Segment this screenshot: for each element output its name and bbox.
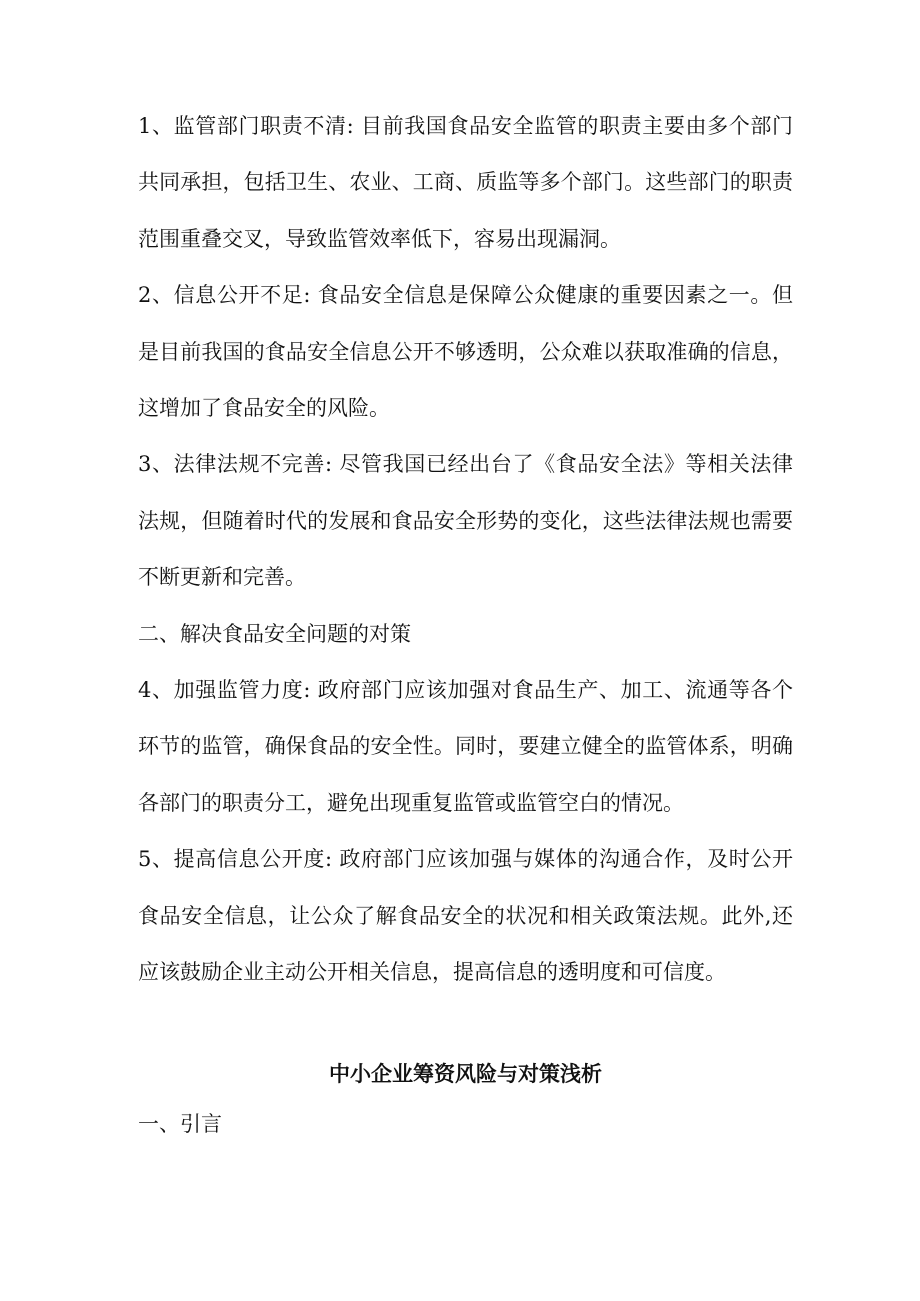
section-heading-countermeasures: 二、解决食品安全问题的对策 (138, 621, 411, 646)
paragraph-information-disclosure-insufficient: 2、信息公开不足: 食品安全信息是保障公众健康的重要因素之一。但是目前我国的食品安全信息公开不够透明，公众难以获取准确的信息，这增加了食品安全的风险。 (138, 283, 793, 421)
paragraph-improve-disclosure: 5、提高信息公开度: 政府部门应该加强与媒体的沟通合作，及时公开食品安全信息，让公众了解食品安全的状况和相关政策法规。此外,还应该鼓励企业主动公开相关信息，提高信息的透明度和可信度。 (138, 847, 793, 985)
paragraph-regulatory-duties-unclear: 1、监管部门职责不清: 目前我国食品安全监管的职责主要由多个部门共同承担，包括卫生、农业、工商、质监等多个部门。这些部门的职责范围重叠交叉，导致监管效率低下，容易出现漏洞。 (138, 114, 793, 251)
paragraph-strengthen-supervision: 4、加强监管力度: 政府部门应该加强对食品生产、加工、流通等各个环节的监管，确保食品的安全性。同时，要建立健全的监管体系，明确各部门的职责分工，避免出现重复监管或监管空白的情况。 (138, 678, 793, 815)
paragraph-laws-imperfect: 3、法律法规不完善: 尽管我国已经出台了《食品安全法》等相关法律法规，但随着时代的发展和食品安全形势的变化，这些法律法规也需要不断更新和完善。 (138, 452, 793, 590)
section-heading-introduction: 一、引言 (138, 1111, 222, 1136)
document-title-sme-financing-risk: 中小企业筹资风险与对策浅析 (329, 1060, 602, 1086)
